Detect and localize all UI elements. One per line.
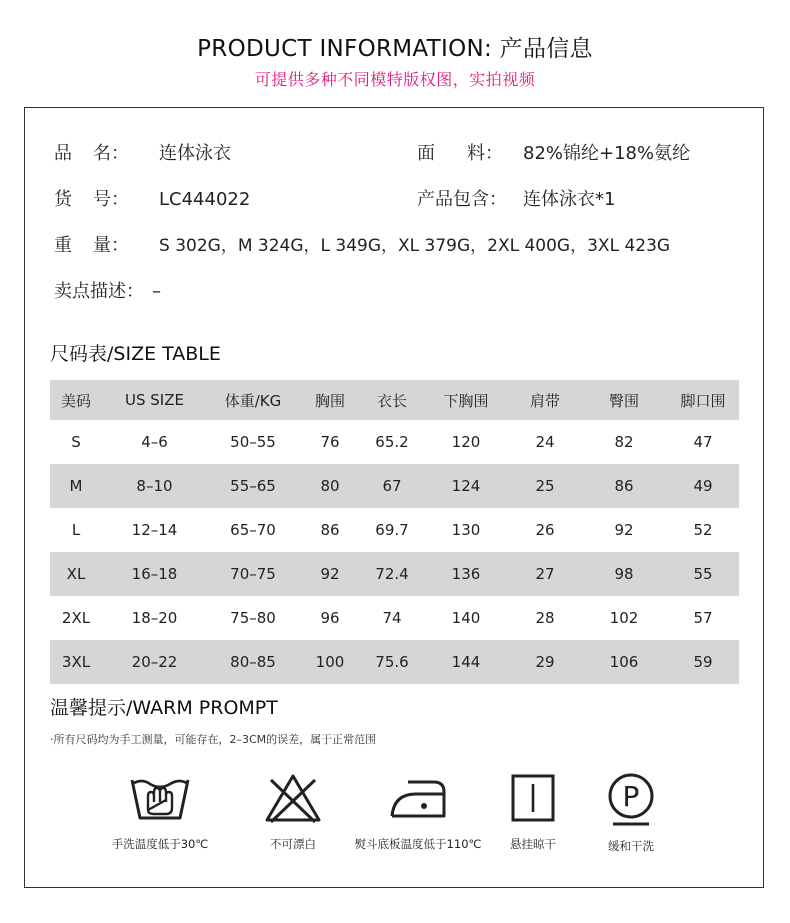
info-sku-row [54,185,250,211]
size-table-cell: 86 [614,477,634,495]
size-table-cell: 144 [451,653,481,671]
size-table-cell: 130 [451,521,481,539]
size-table-cell: 75.6 [375,653,409,671]
page-title: PRODUCT INFORMATION: 产品信息 [197,36,593,62]
size-table-row [50,420,739,464]
size-table-cell: 70–75 [230,565,276,583]
size-table-cell: 86 [320,521,340,539]
size-table-cell: 24 [535,433,555,451]
care-item [556,770,706,854]
size-table-cell: 12–14 [131,521,178,539]
size-table-cell: M [69,477,83,495]
size-table-cell: 59 [693,653,713,671]
size-table-cell: 80–85 [230,653,276,671]
size-table-cell: 65.2 [375,433,409,451]
size-table-cell: 4–6 [141,433,168,451]
size-table-cell: 8–10 [136,477,173,495]
care-label: 不可漂白 [270,837,316,851]
info-weight-row [54,231,670,257]
info-desc-label: 卖点描述： [54,281,144,302]
size-table-cell: 106 [609,653,639,671]
size-table-cell: 29 [535,653,555,671]
size-table-cell: 50–55 [230,433,276,451]
size-table-cell: 82 [614,433,634,451]
size-table [50,380,739,684]
care-label: 熨斗底板温度低于110℃ [354,837,482,851]
size-table-cell: 120 [451,433,481,451]
size-header-cell: 肩带 [529,391,560,410]
size-table-row [50,464,739,508]
size-table-cell: 49 [693,477,713,495]
info-desc-row [54,277,161,303]
size-table-cell: 26 [535,521,555,539]
size-table-cell: 92 [320,565,340,583]
size-table-cell: 55–65 [230,477,276,495]
size-header-cell: 脚口围 [680,391,726,410]
info-package-label: 产品包含： [417,189,507,210]
size-table-cell: 72.4 [375,565,409,583]
size-header-cell: 臀围 [608,391,639,410]
size-table-cell: 47 [693,433,713,451]
iron-icon [386,770,450,826]
size-table-cell: 98 [614,565,634,583]
care-label: 缓和干洗 [608,839,654,853]
hand-wash-icon [128,770,192,826]
info-weight-label: 重 量： [54,235,129,256]
size-table-cell: 25 [535,477,555,495]
care-label: 悬挂晾干 [510,837,556,851]
size-table-cell: 96 [320,609,340,627]
size-table-cell: 3XL [61,653,91,671]
size-table-cell: 140 [451,609,481,627]
size-table-cell: 52 [693,521,713,539]
size-header-cell: 体重/KG [224,391,282,410]
info-name-row [54,139,231,165]
size-table-cell: XL [66,565,86,583]
size-table-cell: 67 [382,477,402,495]
info-sku-label: 货 号： [54,189,129,210]
info-package-row [417,185,615,211]
size-table-cell: 16–18 [131,565,178,583]
size-table-cell: S [71,433,81,451]
size-table-cell: 55 [693,565,713,583]
info-sku-value: LC444022 [159,189,251,210]
size-table-cell: 92 [614,521,634,539]
size-table-cell: 28 [535,609,555,627]
size-header-cell: 下胸围 [443,391,489,410]
size-table-row [50,508,739,552]
info-material-row [417,139,690,165]
size-table-cell: 57 [693,609,713,627]
size-table-cell: 74 [382,609,402,627]
dry-clean-p-icon [599,770,663,828]
warm-prompt-note: ·所有尺码均为手工测量，可能存在，2–3CM的误差，属于正常范围 [50,733,377,746]
info-weight-value: S 302G，M 324G，L 349G，XL 379G，2XL 400G，3XL 423G [159,236,671,256]
size-table-cell: 136 [451,565,481,583]
size-table-header [50,380,739,420]
size-table-cell: 18–20 [131,609,178,627]
warm-prompt-title: 温馨提示/WARM PROMPT [50,697,278,719]
size-table-cell: L [71,521,81,539]
size-table-cell: 27 [535,565,555,583]
info-name-label: 品 名： [54,143,129,164]
info-material-label: 面 料： [417,143,503,164]
care-label: 手洗温度低于30℃ [111,837,209,851]
size-header-cell: US SIZE [125,391,184,409]
size-header-cell: 衣长 [376,391,407,410]
size-table-cell: 102 [609,609,639,627]
info-material-value: 82%锦纶+18%氨纶 [523,143,691,164]
no-bleach-icon [261,770,325,826]
size-table-row [50,552,739,596]
size-table-cell: 65–70 [230,521,276,539]
size-table-cell: 100 [315,653,345,671]
size-table-cell: 20–22 [131,653,178,671]
size-header-cell: 胸围 [314,391,345,410]
size-header-cell: 美码 [60,391,91,410]
svg-text:P: P [622,780,640,813]
info-package-value: 连体泳衣*1 [523,189,616,210]
size-table-title: 尺码表/SIZE TABLE [50,343,221,365]
page-subtitle: 可提供多种不同模特版权图，实拍视频 [254,70,536,89]
size-table-row [50,596,739,640]
size-table-cell: 2XL [61,609,91,627]
size-table-cell: 76 [320,433,340,451]
size-table-cell: 80 [320,477,340,495]
size-table-row [50,640,739,684]
care-item [85,770,235,852]
info-desc-value: – [152,281,161,302]
size-table-cell: 69.7 [375,521,409,539]
size-table-cell: 75–80 [230,609,276,627]
size-table-cell: 124 [451,477,481,495]
info-name-value: 连体泳衣 [159,143,231,164]
